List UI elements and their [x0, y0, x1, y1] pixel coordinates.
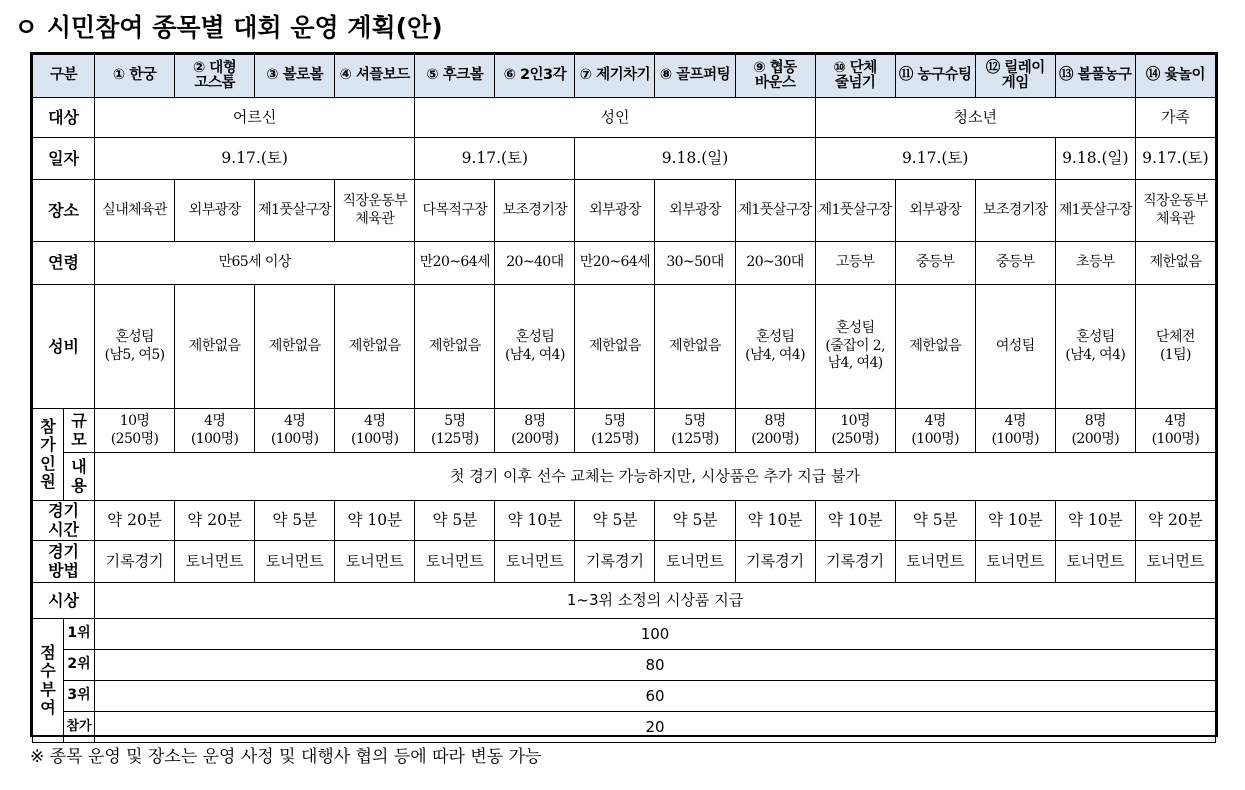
gender-cell: 혼성팀 (남4, 여4)	[495, 285, 575, 409]
content-label: 내 용	[64, 453, 95, 501]
content-note: 첫 경기 이후 선수 교체는 가능하지만, 시상품은 추가 지급 불가	[95, 453, 1216, 501]
header-event-2: ② 대형 고스톱	[175, 55, 255, 98]
method-cell: 토너먼트	[655, 541, 735, 583]
venue-cell: 다목적구장	[415, 180, 495, 242]
gender-cell: 단체전 (1팀)	[1135, 285, 1215, 409]
time-cell: 약 10분	[735, 501, 815, 541]
rank2-label: 2위	[64, 650, 95, 681]
time-cell: 약 10분	[495, 501, 575, 541]
scale-cell: 4명 (100명)	[1135, 409, 1215, 453]
time-cell: 약 20분	[95, 501, 175, 541]
method-cell: 토너먼트	[1055, 541, 1135, 583]
header-event-5: ⑤ 후크볼	[415, 55, 495, 98]
venue-cell: 외부광장	[895, 180, 975, 242]
participation-label: 참가	[64, 712, 95, 743]
gender-cell: 제한없음	[335, 285, 415, 409]
participants-scale-row	[33, 409, 1216, 453]
scale-cell: 4명 (100명)	[175, 409, 255, 453]
scale-cell: 4명 (100명)	[975, 409, 1055, 453]
time-cell: 약 5분	[255, 501, 335, 541]
age-cell: 초등부	[1055, 242, 1135, 285]
time-cell: 약 5분	[895, 501, 975, 541]
header-event-12: ⑫ 릴레이 게임	[975, 55, 1055, 98]
scale-cell: 5명 (125명)	[415, 409, 495, 453]
header-event-9: ⑨ 협동 바운스	[735, 55, 815, 98]
age-cell: 만20~64세	[415, 242, 495, 285]
scale-cell: 4명 (100명)	[335, 409, 415, 453]
header-event-13: ⑬ 볼풀농구	[1055, 55, 1135, 98]
rank2-score: 80	[95, 650, 1216, 681]
age-cell: 만20~64세	[575, 242, 655, 285]
date-cell: 9.17.(토)	[415, 138, 575, 180]
venue-cell: 직장운동부 체육관	[1135, 180, 1215, 242]
header-event-6: ⑥ 2인3각	[495, 55, 575, 98]
scale-cell: 4명 (100명)	[255, 409, 335, 453]
time-cell: 약 10분	[975, 501, 1055, 541]
scale-cell: 5명 (125명)	[575, 409, 655, 453]
venue-cell: 제1풋살구장	[815, 180, 895, 242]
score-row-2	[33, 650, 1216, 681]
time-cell: 약 10분	[335, 501, 415, 541]
date-cell: 9.18.(일)	[575, 138, 815, 180]
time-row	[33, 501, 1216, 541]
header-event-8: ⑧ 골프퍼팅	[655, 55, 735, 98]
gender-cell: 혼성팀 (남5, 여5)	[95, 285, 175, 409]
target-adults: 성인	[415, 98, 815, 138]
time-cell: 약 10분	[815, 501, 895, 541]
scale-cell: 10명 (250명)	[95, 409, 175, 453]
scale-cell: 8명 (200명)	[495, 409, 575, 453]
scale-label: 규 모	[64, 409, 95, 453]
target-label: 대상	[33, 98, 95, 138]
time-cell: 약 5분	[415, 501, 495, 541]
time-cell: 약 10분	[1055, 501, 1135, 541]
gender-cell: 제한없음	[415, 285, 495, 409]
venue-cell: 외부광장	[655, 180, 735, 242]
date-label: 일자	[33, 138, 95, 180]
header-event-11: ⑪ 농구슈팅	[895, 55, 975, 98]
scale-cell: 8명 (200명)	[735, 409, 815, 453]
method-cell: 기록경기	[575, 541, 655, 583]
rank3-label: 3위	[64, 681, 95, 712]
participation-score: 20	[95, 712, 1216, 743]
plan-table	[32, 54, 1216, 743]
gender-cell: 혼성팀 (남4, 여4)	[735, 285, 815, 409]
time-cell: 약 5분	[655, 501, 735, 541]
venue-label: 장소	[33, 180, 95, 242]
method-cell: 기록경기	[735, 541, 815, 583]
method-cell: 기록경기	[95, 541, 175, 583]
gender-cell: 여성팀	[975, 285, 1055, 409]
header-event-10: ⑩ 단체 줄넘기	[815, 55, 895, 98]
header-event-1: ① 한궁	[95, 55, 175, 98]
time-cell: 약 20분	[175, 501, 255, 541]
target-youth: 청소년	[815, 98, 1135, 138]
rank1-score: 100	[95, 619, 1216, 650]
venue-cell: 제1풋살구장	[255, 180, 335, 242]
award-label: 시상	[33, 583, 95, 619]
date-cell: 9.17.(토)	[1135, 138, 1215, 180]
score-row-4	[33, 712, 1216, 743]
date-row	[33, 138, 1216, 180]
date-cell: 9.17.(토)	[815, 138, 1055, 180]
gender-row	[33, 285, 1216, 409]
header-event-4: ④ 셔플보드	[335, 55, 415, 98]
age-label: 연령	[33, 242, 95, 285]
score-label: 점 수 부 여	[33, 619, 64, 743]
venue-cell: 제1풋살구장	[1055, 180, 1135, 242]
age-cell: 제한없음	[1135, 242, 1215, 285]
scale-cell: 4명 (100명)	[895, 409, 975, 453]
age-cell: 중등부	[895, 242, 975, 285]
age-row	[33, 242, 1216, 285]
method-cell: 토너먼트	[895, 541, 975, 583]
venue-cell: 제1풋살구장	[735, 180, 815, 242]
gender-cell: 혼성팀 (줄잡이 2, 남4, 여4)	[815, 285, 895, 409]
age-cell: 중등부	[975, 242, 1055, 285]
venue-cell: 보조경기장	[975, 180, 1055, 242]
target-family: 가족	[1135, 98, 1215, 138]
footnote: ※ 종목 운영 및 장소는 운영 사정 및 대행사 협의 등에 따라 변동 가능	[30, 747, 542, 767]
age-cell: 고등부	[815, 242, 895, 285]
method-label: 경기 방법	[33, 541, 95, 583]
age-cell: 30~50대	[655, 242, 735, 285]
gender-cell: 제한없음	[895, 285, 975, 409]
gender-cell: 제한없음	[175, 285, 255, 409]
header-row	[33, 55, 1216, 98]
target-seniors: 어르신	[95, 98, 415, 138]
date-cell: 9.17.(토)	[95, 138, 415, 180]
venue-row	[33, 180, 1216, 242]
header-event-3: ③ 볼로볼	[255, 55, 335, 98]
page-title: ㅇ 시민참여 종목별 대회 운영 계획(안)	[14, 13, 443, 42]
participants-content-row	[33, 453, 1216, 501]
award-row	[33, 583, 1216, 619]
plan-table-container	[30, 52, 1218, 737]
gender-cell: 제한없음	[655, 285, 735, 409]
time-cell: 약 5분	[575, 501, 655, 541]
rank3-score: 60	[95, 681, 1216, 712]
scale-cell: 8명 (200명)	[1055, 409, 1135, 453]
method-cell: 토너먼트	[975, 541, 1055, 583]
venue-cell: 보조경기장	[495, 180, 575, 242]
time-cell: 약 20분	[1135, 501, 1215, 541]
method-cell: 토너먼트	[335, 541, 415, 583]
target-row	[33, 98, 1216, 138]
gender-cell: 제한없음	[255, 285, 335, 409]
venue-cell: 실내체육관	[95, 180, 175, 242]
score-row-3	[33, 681, 1216, 712]
venue-cell: 외부광장	[575, 180, 655, 242]
participants-label: 참 가 인 원	[33, 409, 64, 501]
scale-cell: 10명 (250명)	[815, 409, 895, 453]
method-cell: 토너먼트	[415, 541, 495, 583]
gender-cell: 혼성팀 (남4, 여4)	[1055, 285, 1135, 409]
method-cell: 토너먼트	[255, 541, 335, 583]
age-cell: 20~30대	[735, 242, 815, 285]
method-cell: 토너먼트	[495, 541, 575, 583]
score-row-1	[33, 619, 1216, 650]
method-cell: 토너먼트	[175, 541, 255, 583]
date-cell: 9.18.(일)	[1055, 138, 1135, 180]
award-note: 1~3위 소정의 시상품 지급	[95, 583, 1216, 619]
scale-cell: 5명 (125명)	[655, 409, 735, 453]
time-label: 경기 시간	[33, 501, 95, 541]
header-event-14: ⑭ 윷놀이	[1135, 55, 1215, 98]
method-cell: 토너먼트	[1135, 541, 1215, 583]
gender-cell: 제한없음	[575, 285, 655, 409]
venue-cell: 직장운동부 체육관	[335, 180, 415, 242]
method-row	[33, 541, 1216, 583]
age-cell: 20~40대	[495, 242, 575, 285]
header-corner: 구분	[33, 55, 95, 98]
method-cell: 기록경기	[815, 541, 895, 583]
gender-label: 성비	[33, 285, 95, 409]
venue-cell: 외부광장	[175, 180, 255, 242]
age-cell: 만65세 이상	[95, 242, 415, 285]
header-event-7: ⑦ 제기차기	[575, 55, 655, 98]
rank1-label: 1위	[64, 619, 95, 650]
